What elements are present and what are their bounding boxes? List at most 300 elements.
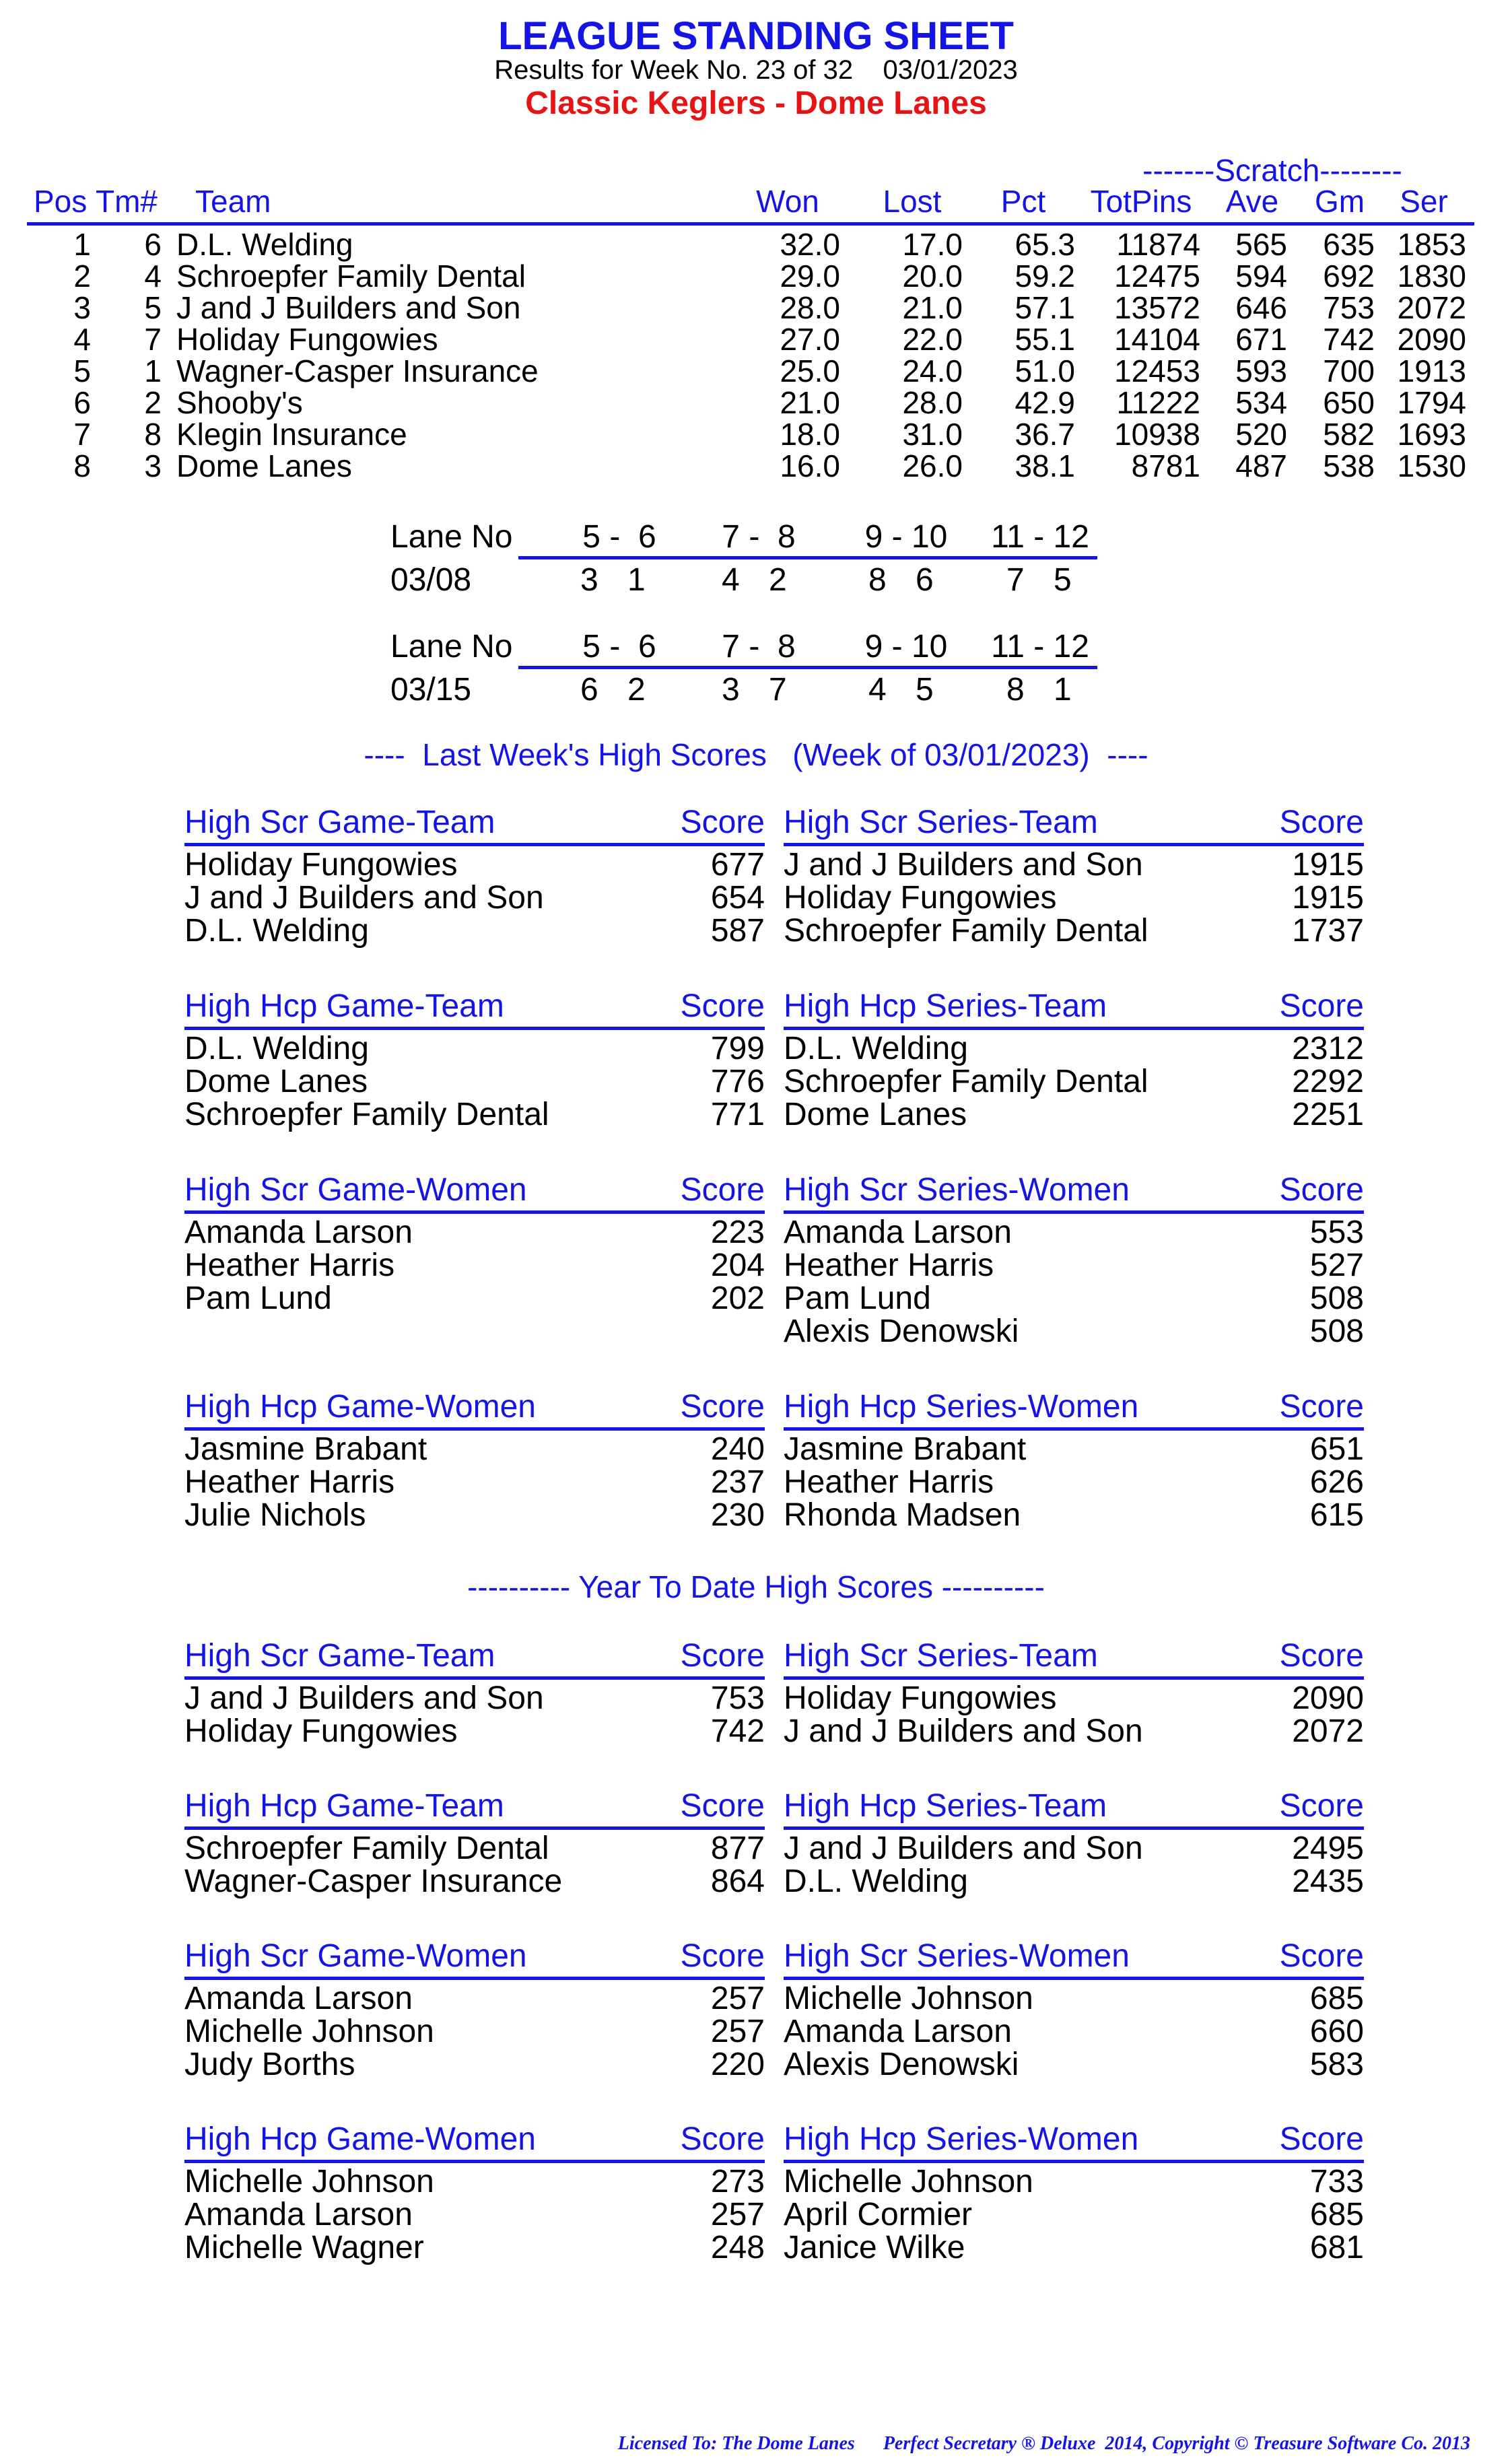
bowler-name: D.L. Welding <box>184 913 369 949</box>
high-score-box <box>184 1171 765 1316</box>
list-item <box>784 1980 1364 2016</box>
bowler-name: April Cormier <box>784 2197 973 2232</box>
list-item <box>784 1713 1364 1749</box>
cell-ser: 2072 <box>1397 290 1466 325</box>
bowler-name: Michelle Johnson <box>184 2164 434 2199</box>
cell-ave: 671 <box>1235 322 1287 357</box>
score-value: 257 <box>710 2197 765 2232</box>
bowler-name: Schroepfer Family Dental <box>184 1831 549 1866</box>
high-score-box <box>184 988 765 1132</box>
score-value: 753 <box>710 1680 765 1716</box>
list-item <box>784 1497 1364 1533</box>
high-score-header <box>784 2121 1364 2160</box>
cell-tm: 4 <box>144 259 162 294</box>
high-score-box <box>184 1388 765 1533</box>
cell-pct: 36.7 <box>1015 417 1075 452</box>
lane-team-number: 5 <box>916 672 934 708</box>
list-item <box>784 912 1364 949</box>
cell-ave: 593 <box>1235 353 1287 388</box>
lane-no-label: Lane No <box>390 519 513 555</box>
high-score-box <box>784 1938 1364 2082</box>
cell-totpins: 10938 <box>1114 417 1200 452</box>
cell-team: J and J Builders and Son <box>176 290 521 325</box>
score-value: 2072 <box>1292 1713 1364 1749</box>
high-score-category: High Hcp Game-Women <box>184 2121 536 2157</box>
bowler-name: Schroepfer Family Dental <box>784 1064 1148 1099</box>
bowler-name: Holiday Fungowies <box>784 1680 1057 1716</box>
high-score-header <box>184 988 765 1027</box>
score-column-label: Score <box>1279 1172 1364 1208</box>
score-value: 223 <box>710 1215 765 1250</box>
lane-pair: 9 - 10 <box>864 519 948 555</box>
high-score-header <box>784 1938 1364 1977</box>
list-item <box>184 1030 765 1066</box>
cell-gm: 635 <box>1323 227 1375 262</box>
list-item <box>184 1680 765 1716</box>
score-value: 799 <box>710 1031 765 1066</box>
high-score-header <box>784 1637 1364 1676</box>
cell-lost: 28.0 <box>902 385 963 420</box>
lane-pair: 7 - 8 <box>722 629 796 664</box>
score-value: 733 <box>1309 2164 1364 2199</box>
cell-ave: 565 <box>1235 227 1287 262</box>
col-tm: Tm# <box>96 184 158 219</box>
lane-pair: 7 - 8 <box>722 519 796 555</box>
score-value: 677 <box>710 847 765 883</box>
cell-gm: 742 <box>1323 322 1375 357</box>
high-score-header <box>184 1938 765 1977</box>
bowler-name: Schroepfer Family Dental <box>184 1097 549 1132</box>
list-item <box>784 2229 1364 2265</box>
bowler-name: Pam Lund <box>784 1280 931 1316</box>
high-score-header <box>184 1637 765 1676</box>
cell-pct: 65.3 <box>1015 227 1075 262</box>
cell-team: Klegin Insurance <box>176 417 407 452</box>
cell-gm: 538 <box>1323 448 1375 483</box>
list-item <box>184 846 765 883</box>
lane-team-number: 7 <box>1006 562 1025 598</box>
lane-rule <box>518 666 1097 669</box>
list-item <box>184 1431 765 1467</box>
table-row <box>27 289 1474 325</box>
lane-rule <box>518 556 1097 559</box>
high-score-header <box>184 1171 765 1210</box>
high-score-category: High Scr Series-Women <box>784 1172 1130 1208</box>
bowler-name: J and J Builders and Son <box>784 847 1143 883</box>
cell-pct: 55.1 <box>1015 322 1075 357</box>
cell-gm: 650 <box>1323 385 1375 420</box>
col-team: Team <box>195 184 271 219</box>
cell-lost: 20.0 <box>902 259 963 294</box>
high-score-header <box>784 1787 1364 1826</box>
table-row <box>27 353 1474 388</box>
score-value: 2090 <box>1292 1680 1364 1716</box>
cell-won: 27.0 <box>780 322 840 357</box>
bowler-name: Amanda Larson <box>184 2197 413 2232</box>
lane-team-number: 2 <box>627 672 646 708</box>
high-score-category: High Hcp Series-Women <box>784 2121 1139 2157</box>
score-value: 615 <box>1309 1497 1364 1533</box>
ytd-title: ---------- Year To Date High Scores ---------- <box>467 1569 1045 1604</box>
list-item <box>184 2163 765 2199</box>
license-footer: Licensed To: The Dome Lanes Perfect Secretary ® Deluxe 2014, Copyright © Treasure Software Co. 2013 <box>617 2433 1470 2454</box>
cell-won: 16.0 <box>780 448 840 483</box>
lane-pair: 11 - 12 <box>991 629 1089 664</box>
list-item <box>784 879 1364 916</box>
high-score-category: High Scr Game-Team <box>184 1638 495 1674</box>
bowler-name: Michelle Wagner <box>184 2230 424 2265</box>
cell-ser: 1693 <box>1397 417 1466 452</box>
list-item <box>184 1464 765 1500</box>
high-score-category: High Scr Series-Team <box>784 1638 1098 1674</box>
score-column-label: Score <box>1279 1638 1364 1674</box>
col-gm: Gm <box>1314 184 1365 219</box>
list-item <box>784 2196 1364 2232</box>
score-column-label: Score <box>680 988 765 1024</box>
high-score-box <box>784 988 1364 1132</box>
list-item <box>184 1497 765 1533</box>
list-item <box>784 2046 1364 2082</box>
list-item <box>184 1063 765 1099</box>
score-column-label: Score <box>1279 805 1364 840</box>
table-row <box>27 226 1474 262</box>
table-row <box>27 416 1474 452</box>
list-item <box>784 1030 1364 1066</box>
lane-no-label: Lane No <box>390 629 513 664</box>
list-item <box>184 912 765 949</box>
cell-tm: 8 <box>144 417 162 452</box>
high-score-header <box>184 1388 765 1427</box>
cell-pct: 57.1 <box>1015 290 1075 325</box>
lane-block <box>390 628 1118 716</box>
cell-pos: 5 <box>73 353 91 388</box>
list-item <box>184 1096 765 1132</box>
score-value: 681 <box>1309 2230 1364 2265</box>
score-value: 2312 <box>1292 1031 1364 1066</box>
cell-tm: 1 <box>144 353 162 388</box>
cell-ave: 520 <box>1235 417 1287 452</box>
score-value: 583 <box>1309 2047 1364 2082</box>
score-value: 2292 <box>1292 1064 1364 1099</box>
high-score-category: High Hcp Series-Women <box>784 1389 1139 1425</box>
high-score-category: High Hcp Game-Team <box>184 988 504 1024</box>
score-value: 742 <box>710 1713 765 1749</box>
score-value: 660 <box>1309 2014 1364 2049</box>
bowler-name: Dome Lanes <box>184 1064 368 1099</box>
high-score-category: High Scr Series-Team <box>784 805 1098 840</box>
score-column-label: Score <box>680 1172 765 1208</box>
list-item <box>184 1247 765 1283</box>
cell-pos: 3 <box>73 290 91 325</box>
score-value: 651 <box>1309 1431 1364 1467</box>
list-item <box>184 1713 765 1749</box>
cell-pos: 1 <box>73 227 91 262</box>
score-column-label: Score <box>680 1638 765 1674</box>
high-score-category: High Hcp Series-Team <box>784 988 1107 1024</box>
bowler-name: Rhonda Madsen <box>784 1497 1021 1533</box>
score-column-label: Score <box>680 1788 765 1824</box>
cell-pos: 8 <box>73 448 91 483</box>
cell-ave: 646 <box>1235 290 1287 325</box>
high-score-box <box>784 804 1364 949</box>
score-value: 776 <box>710 1064 765 1099</box>
cell-pos: 6 <box>73 385 91 420</box>
score-value: 202 <box>710 1280 765 1316</box>
high-score-box <box>184 1637 765 1749</box>
cell-lost: 26.0 <box>902 448 963 483</box>
bowler-name: Michelle Johnson <box>784 2164 1033 2199</box>
score-value: 685 <box>1309 2197 1364 2232</box>
score-value: 248 <box>710 2230 765 2265</box>
list-item <box>784 1063 1364 1099</box>
bowler-name: Dome Lanes <box>784 1097 967 1132</box>
bowler-name: Amanda Larson <box>184 1981 413 2016</box>
col-ser: Ser <box>1400 184 1448 219</box>
high-score-header <box>784 804 1364 843</box>
bowler-name: Pam Lund <box>184 1280 332 1316</box>
high-score-header <box>184 1787 765 1826</box>
col-won: Won <box>756 184 819 219</box>
scratch-group-label: -------Scratch-------- <box>1142 153 1402 188</box>
high-score-header <box>184 2121 765 2160</box>
cell-won: 32.0 <box>780 227 840 262</box>
cell-ave: 487 <box>1235 448 1287 483</box>
bowler-name: Schroepfer Family Dental <box>784 913 1148 949</box>
high-score-category: High Hcp Game-Team <box>184 1788 504 1824</box>
bowler-name: Jasmine Brabant <box>184 1431 427 1467</box>
lane-team-number: 5 <box>1054 562 1072 598</box>
bowler-name: Amanda Larson <box>784 1215 1012 1250</box>
bowler-name: Julie Nichols <box>184 1497 366 1533</box>
cell-lost: 31.0 <box>902 417 963 452</box>
score-value: 587 <box>710 913 765 949</box>
high-score-box <box>784 1171 1364 1349</box>
cell-ser: 1794 <box>1397 385 1466 420</box>
list-item <box>184 1863 765 1899</box>
table-row <box>27 258 1474 294</box>
lane-block <box>390 518 1118 606</box>
bowler-name: Wagner-Casper Insurance <box>184 1864 563 1899</box>
list-item <box>184 879 765 916</box>
score-value: 771 <box>710 1097 765 1132</box>
score-value: 220 <box>710 2047 765 2082</box>
bowler-name: Holiday Fungowies <box>784 880 1057 916</box>
cell-team: D.L. Welding <box>176 227 353 262</box>
score-column-label: Score <box>1279 1389 1364 1425</box>
lane-pair: 9 - 10 <box>864 629 948 664</box>
last-week-title: ---- Last Week's High Scores (Week of 03/01/2023) ---- <box>364 737 1148 772</box>
high-score-box <box>184 2121 765 2265</box>
cell-tm: 7 <box>144 322 162 357</box>
cell-tm: 3 <box>144 448 162 483</box>
score-value: 877 <box>710 1831 765 1866</box>
cell-team: Wagner-Casper Insurance <box>176 353 539 388</box>
high-score-category: High Scr Game-Women <box>184 1172 527 1208</box>
cell-lost: 21.0 <box>902 290 963 325</box>
bowler-name: D.L. Welding <box>184 1031 369 1066</box>
cell-totpins: 11222 <box>1116 385 1200 420</box>
bowler-name: D.L. Welding <box>784 1031 968 1066</box>
cell-pct: 51.0 <box>1015 353 1075 388</box>
col-totpins: TotPins <box>1090 184 1192 219</box>
score-column-label: Score <box>1279 1788 1364 1824</box>
col-pos: Pos <box>34 184 88 219</box>
table-row <box>27 448 1474 483</box>
high-score-category: High Hcp Series-Team <box>784 1788 1107 1824</box>
page-title: LEAGUE STANDING SHEET <box>498 14 1014 58</box>
list-item <box>184 2229 765 2265</box>
score-column-label: Score <box>680 1938 765 1974</box>
high-score-box <box>784 1787 1364 1899</box>
score-column-label: Score <box>680 1389 765 1425</box>
list-item <box>784 1431 1364 1467</box>
lane-team-number: 6 <box>916 562 934 598</box>
bowler-name: Alexis Denowski <box>784 1313 1019 1349</box>
lane-team-number: 7 <box>769 672 787 708</box>
cell-won: 18.0 <box>780 417 840 452</box>
score-column-label: Score <box>680 2121 765 2157</box>
score-column-label: Score <box>1279 988 1364 1024</box>
bowler-name: Michelle Johnson <box>184 2014 434 2049</box>
score-value: 654 <box>710 880 765 916</box>
cell-team: Holiday Fungowies <box>176 322 438 357</box>
high-score-header <box>784 1171 1364 1210</box>
cell-won: 28.0 <box>780 290 840 325</box>
cell-pct: 59.2 <box>1015 259 1075 294</box>
high-score-category: High Scr Series-Women <box>784 1938 1130 1974</box>
cell-totpins: 8781 <box>1131 448 1200 483</box>
lane-team-number: 1 <box>1054 672 1072 708</box>
lane-pair: 5 - 6 <box>582 519 656 555</box>
list-item <box>184 1214 765 1250</box>
bowler-name: J and J Builders and Son <box>184 1680 544 1716</box>
bowler-name: Michelle Johnson <box>784 1981 1033 2016</box>
list-item <box>784 1464 1364 1500</box>
cell-gm: 692 <box>1323 259 1375 294</box>
list-item <box>184 2196 765 2232</box>
cell-ser: 1853 <box>1397 227 1466 262</box>
score-value: 2495 <box>1292 1831 1364 1866</box>
col-ave: Ave <box>1225 184 1279 219</box>
list-item <box>784 1096 1364 1132</box>
list-item <box>784 1280 1364 1316</box>
lane-date: 03/15 <box>390 672 472 708</box>
high-score-box <box>184 1787 765 1899</box>
bowler-name: Heather Harris <box>784 1464 994 1500</box>
bowler-name: Jasmine Brabant <box>784 1431 1027 1467</box>
list-item <box>784 1247 1364 1283</box>
score-value: 626 <box>1309 1464 1364 1500</box>
list-item <box>184 2046 765 2082</box>
cell-team: Schroepfer Family Dental <box>176 259 526 294</box>
cell-won: 29.0 <box>780 259 840 294</box>
score-value: 685 <box>1309 1981 1364 2016</box>
high-score-category: High Scr Game-Team <box>184 805 495 840</box>
cell-lost: 17.0 <box>902 227 963 262</box>
bowler-name: Heather Harris <box>184 1248 395 1283</box>
list-item <box>784 1680 1364 1716</box>
cell-ser: 2090 <box>1397 322 1466 357</box>
score-value: 2251 <box>1292 1097 1364 1132</box>
score-value: 204 <box>710 1248 765 1283</box>
score-value: 257 <box>710 2014 765 2049</box>
list-item <box>784 2013 1364 2049</box>
lane-team-number: 4 <box>722 562 740 598</box>
bowler-name: J and J Builders and Son <box>784 1713 1143 1749</box>
bowler-name: Judy Borths <box>184 2047 355 2082</box>
cell-team: Dome Lanes <box>176 448 352 483</box>
score-column-label: Score <box>680 805 765 840</box>
cell-pct: 38.1 <box>1015 448 1075 483</box>
high-score-category: High Scr Game-Women <box>184 1938 527 1974</box>
cell-lost: 22.0 <box>902 322 963 357</box>
score-value: 1737 <box>1292 913 1364 949</box>
lane-date: 03/08 <box>390 562 472 598</box>
league-name: Classic Keglers - Dome Lanes <box>525 86 987 121</box>
high-score-box <box>784 2121 1364 2265</box>
cell-tm: 5 <box>144 290 162 325</box>
cell-lost: 24.0 <box>902 353 963 388</box>
score-value: 257 <box>710 1981 765 2016</box>
cell-totpins: 13572 <box>1114 290 1200 325</box>
list-item <box>784 1214 1364 1250</box>
cell-pos: 4 <box>73 322 91 357</box>
cell-tm: 6 <box>144 227 162 262</box>
lane-team-number: 8 <box>1006 672 1025 708</box>
week-results: Results for Week No. 23 of 32 03/01/2023 <box>494 55 1018 85</box>
bowler-name: Amanda Larson <box>784 2014 1012 2049</box>
high-score-box <box>784 1637 1364 1749</box>
standings-header-rule <box>27 222 1474 226</box>
bowler-name: Amanda Larson <box>184 1215 413 1250</box>
lane-pair: 5 - 6 <box>582 629 656 664</box>
lane-team-number: 3 <box>580 562 598 598</box>
col-pct: Pct <box>1000 184 1046 219</box>
high-score-box <box>784 1388 1364 1533</box>
cell-totpins: 12453 <box>1114 353 1200 388</box>
list-item <box>784 1863 1364 1899</box>
list-item <box>784 1313 1364 1349</box>
score-value: 527 <box>1309 1248 1364 1283</box>
list-item <box>184 2013 765 2049</box>
standings-table <box>27 226 1474 483</box>
bowler-name: Janice Wilke <box>784 2230 965 2265</box>
cell-ser: 1913 <box>1397 353 1466 388</box>
cell-tm: 2 <box>144 385 162 420</box>
cell-ave: 594 <box>1235 259 1287 294</box>
col-lost: Lost <box>883 184 942 219</box>
bowler-name: Alexis Denowski <box>784 2047 1019 2082</box>
cell-pos: 2 <box>73 259 91 294</box>
score-value: 508 <box>1309 1313 1364 1349</box>
cell-totpins: 11874 <box>1116 227 1200 262</box>
list-item <box>784 1830 1364 1866</box>
lane-team-number: 1 <box>627 562 646 598</box>
cell-gm: 700 <box>1323 353 1375 388</box>
table-row <box>27 384 1474 420</box>
score-value: 273 <box>710 2164 765 2199</box>
high-score-box <box>184 1938 765 2082</box>
score-value: 2435 <box>1292 1864 1364 1899</box>
list-item <box>784 846 1364 883</box>
bowler-name: Holiday Fungowies <box>184 1713 458 1749</box>
cell-totpins: 14104 <box>1114 322 1200 357</box>
list-item <box>184 1980 765 2016</box>
cell-team: Shooby's <box>176 385 303 420</box>
lane-team-number: 4 <box>868 672 887 708</box>
standings-header <box>27 183 1468 225</box>
lane-team-number: 2 <box>769 562 787 598</box>
